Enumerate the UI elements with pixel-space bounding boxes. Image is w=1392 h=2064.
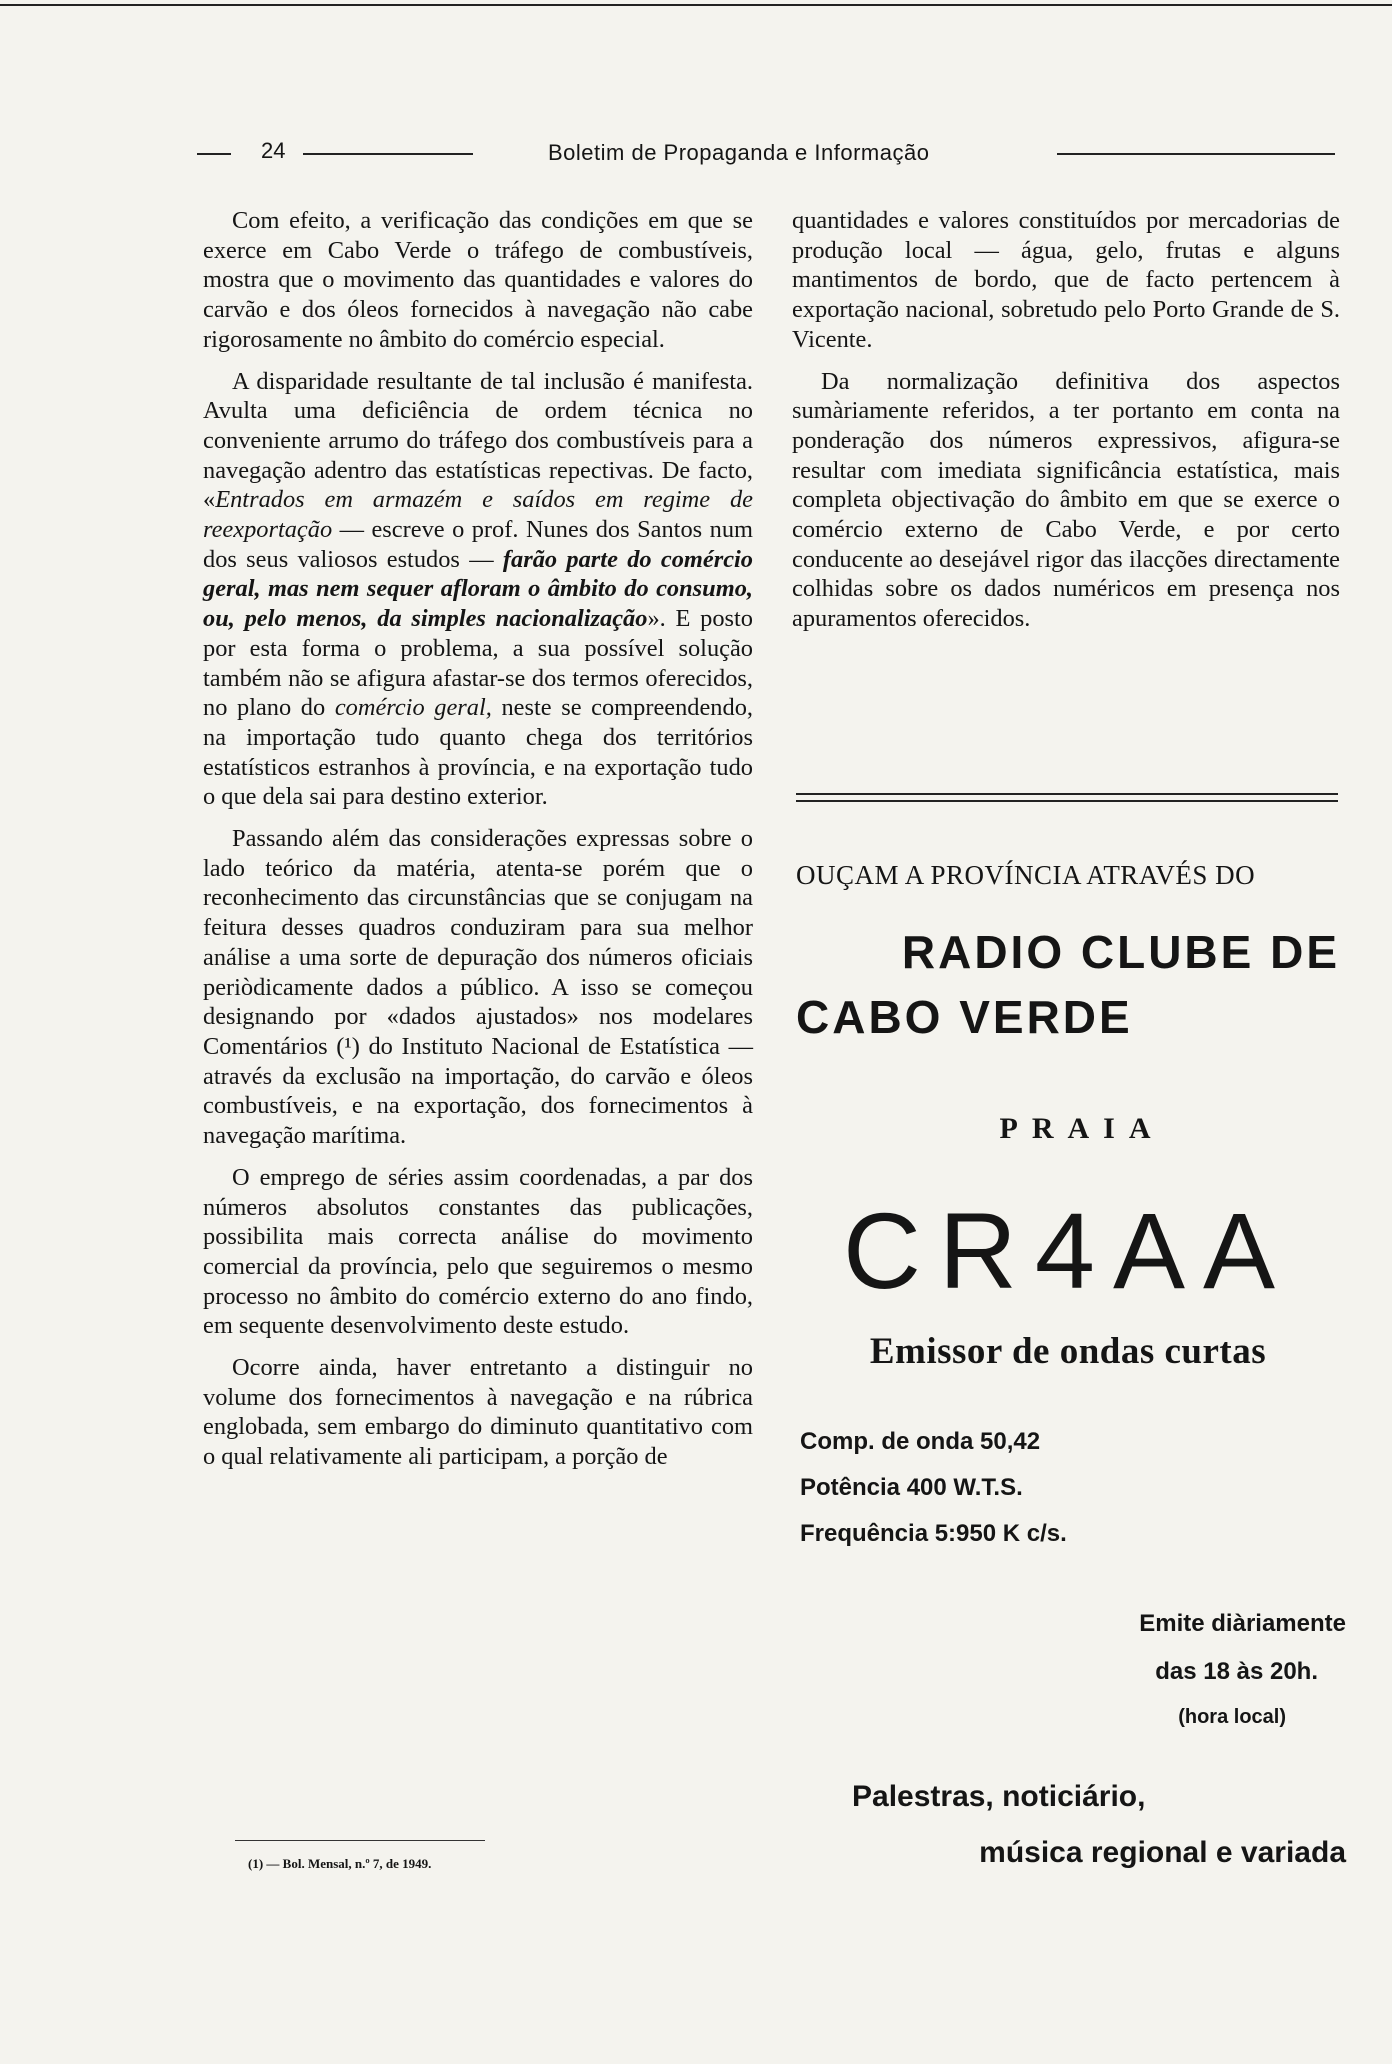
advert-frequency: Frequência 5:950 K c/s. bbox=[800, 1520, 1067, 1547]
top-border-rule bbox=[0, 4, 1392, 6]
advert-broadcast-schedule: Emite diàriamente bbox=[1139, 1610, 1346, 1637]
advert-programme-line1: Palestras, noticiário, bbox=[852, 1780, 1146, 1813]
header-rule-right bbox=[1057, 153, 1335, 155]
right-column bbox=[792, 206, 1340, 646]
paragraph: A disparidade resultante de tal inclusão é manifesta. Avulta uma deficiência de ordem técnica no conveniente arrumo do tráfego dos combustíveis para a navegação adentro das estatísticas repectivas. De facto, «Entrados em armazém e saídos em regime de reexportação — escreve o prof. Nunes dos Santos num dos seus valiosos estudos — farão parte do comércio geral, mas nem sequer afloram o âmbito do consumo, ou, pelo menos, da simples nacionalização». E posto por esta forma o problema, a sua possível solução também não se afigura afastar-se dos termos oferecidos, no plano do comércio geral, neste se compreendendo, na importação tudo quanto chega dos territórios estatísticos estranhos à província, e na exportação tudo o que dela sai para destino exterior. bbox=[203, 367, 753, 811]
left-column bbox=[203, 206, 753, 1484]
advert-wavelength: Comp. de onda 50,42 bbox=[800, 1428, 1041, 1455]
paragraph: O emprego de séries assim coordenadas, a par dos números absolutos constantes das publicações, possibilita mais correcta análise do movimento comercial da província, pelo que seguiremos o mesmo processo no âmbito do comércio externo do ano findo, em sequente desenvolvimento deste estudo. bbox=[203, 1163, 753, 1340]
footnote: (1) — Bol. Mensal, n.º 7, de 1949. bbox=[248, 1856, 432, 1871]
running-title: Boletim de Propaganda e Informação bbox=[548, 140, 930, 165]
advert-double-rule-top bbox=[796, 793, 1338, 795]
advert-double-rule-bottom bbox=[796, 800, 1338, 802]
advert-radio-name-line2: CABO VERDE bbox=[796, 991, 1133, 1043]
advert-broadcast-hours: das 18 às 20h. bbox=[1155, 1658, 1318, 1685]
advert-emissor: Emissor de ondas curtas bbox=[869, 1331, 1267, 1372]
paragraph: Passando além das considerações expressas sobre o lado teórico da matéria, atenta-se porém que o reconhecimento das circunstâncias que se conjugam na feitura desses quadros conduziram para sua melhor análise a uma sorte de depuração dos números oficiais periòdicamente dados a público. A isso se começou designando por «dados ajustados» nos modelares Comentários (¹) do Instituto Nacional de Estatística — através da exclusão na importação, do carvão e óleos combustíveis, e na exportação, dos fornecimentos à navegação marítima. bbox=[203, 825, 753, 1150]
advert-callsign: CR4AA bbox=[842, 1190, 1294, 1311]
paragraph: quantidades e valores constituídos por mercadorias de produção local — água, gelo, frutas e alguns mantimentos de bordo, que de facto pertencem à exportação nacional, sobretudo pelo Porto Grande de S. Vicente. bbox=[792, 207, 1340, 353]
paragraph: Ocorre ainda, haver entretanto a distinguir no volume dos fornecimentos à navegação e na rúbrica englobada, sem embargo do diminuto quantitativo com o qual relativamente ali participam, a porção de bbox=[203, 1354, 753, 1471]
advert-radio-name-line1: RADIO CLUBE DE bbox=[901, 926, 1340, 978]
header-rule-left-short bbox=[197, 153, 231, 155]
header-rule-left bbox=[303, 153, 473, 155]
advert-intro: OUÇAM A PROVÍNCIA ATRAVÉS DO bbox=[796, 860, 1256, 890]
advert-power: Potência 400 W.T.S. bbox=[800, 1474, 1023, 1501]
page-header bbox=[195, 138, 1335, 168]
footnote-rule bbox=[235, 1840, 485, 1841]
page-number: 24 bbox=[261, 138, 286, 163]
advert-city: PRAIA bbox=[999, 1112, 1165, 1145]
advert-programme-line2: música regional e variada bbox=[979, 1836, 1346, 1869]
advert-local-time: (hora local) bbox=[1178, 1706, 1286, 1728]
paragraph: Da normalização definitiva dos aspectos sumàriamente referidos, a ter portanto em conta na ponderação dos números expressivos, afigura-se resultar com imediata significância estatística, mais completa objectivação do âmbito em que se exerce o comércio externo de Cabo Verde, e por certo conducente ao desejável rigor das ilacções directamente colhidas sobre os dados numéricos em presença nos apuramentos oferecidos. bbox=[792, 367, 1340, 633]
paragraph: Com efeito, a verificação das condições em que se exerce em Cabo Verde o tráfego de combustíveis, mostra que o movimento das quantidades e valores do carvão e dos óleos fornecidos à navegação não cabe rigorosamente no âmbito do comércio especial. bbox=[203, 207, 753, 353]
